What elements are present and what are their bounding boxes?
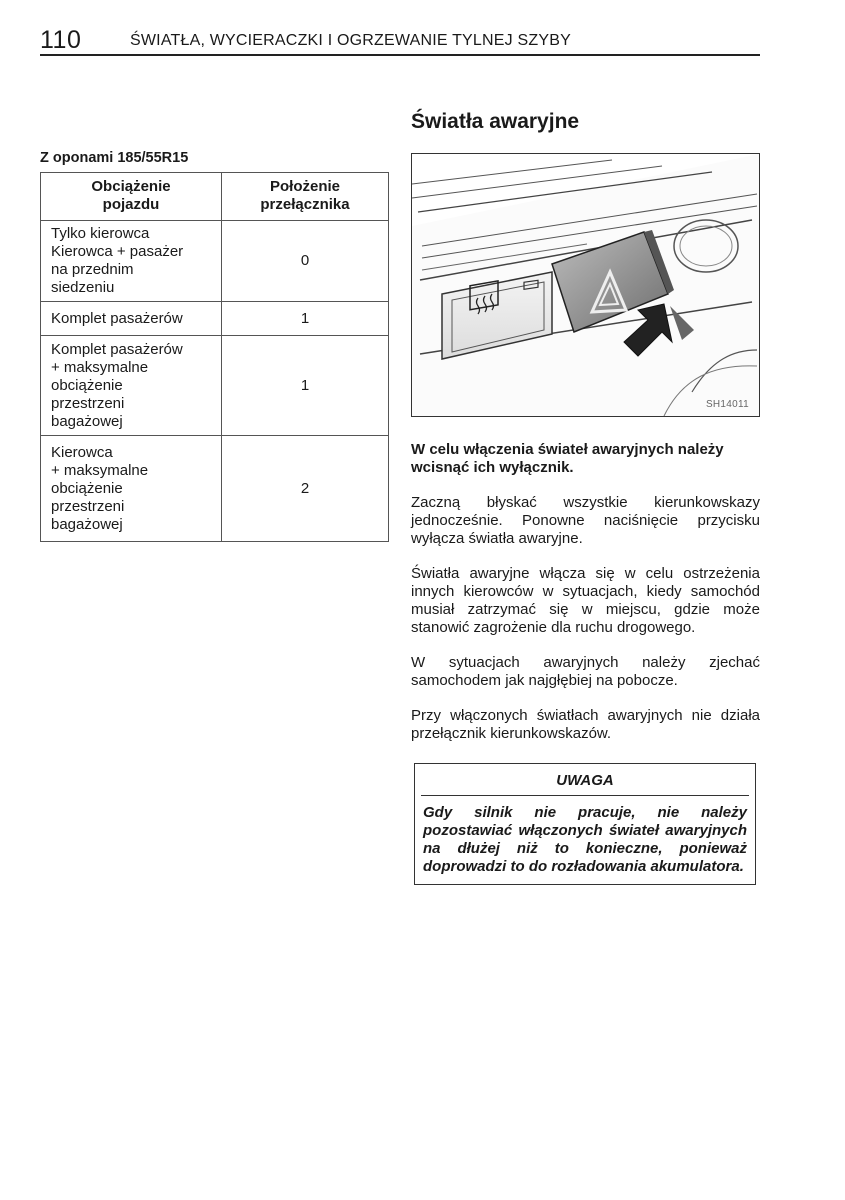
table-row [41, 336, 389, 436]
cell-load: Tylko kierowca Kierowca + pasażer na przednim siedzeniu [41, 221, 222, 302]
section-title: Światła awaryjne [411, 110, 580, 133]
table-caption: Z oponami 185/55R15 [40, 150, 189, 166]
table-header-row [41, 173, 389, 221]
column-header-load: Obciążenie pojazdu [41, 173, 222, 221]
warning-title: UWAGA [421, 764, 749, 796]
cell-position: 1 [222, 336, 389, 436]
cell-position: 2 [222, 436, 389, 542]
cell-load: Komplet pasażerów + maksymalne obciążenie przestrzeni bagażowej [41, 336, 222, 436]
left-column [40, 150, 389, 542]
hazard-switch-figure [411, 153, 760, 417]
table-row [41, 221, 389, 302]
paragraph: Przy włączonych światłach awaryjnych nie działa przełącznik kierunkowskazów. [411, 707, 760, 742]
table-row [41, 436, 389, 542]
hazard-switch-illustration-icon [412, 154, 759, 416]
page-number: 110 [40, 26, 82, 54]
figure-code: SH14011 [705, 399, 749, 410]
paragraph: W sytuacjach awaryjnych należy zjechać samochodem jak najgłębiej na pobocze. [411, 654, 760, 689]
cell-load: Komplet pasażerów [41, 302, 222, 336]
paragraph: Światła awaryjne włącza się w celu ostrzeżenia innych kierowców w sytuacjach, kiedy samochód musiał zatrzymać się w miejscu, gdzie może stanowić zagrożenie dla ruchu drogowego. [411, 565, 760, 636]
chapter-title: ŚWIATŁA, WYCIERACZKI I OGRZEWANIE TYLNEJ SZYBY [130, 32, 571, 49]
cell-position: 1 [222, 302, 389, 336]
warning-box [414, 763, 756, 885]
column-header-position: Położenie przełącznika [222, 173, 389, 221]
table-row [41, 302, 389, 336]
right-column [411, 110, 760, 885]
instruction-lead: W celu włączenia świateł awaryjnych należy wcisnąć ich wyłącznik. [411, 441, 724, 476]
warning-text: Gdy silnik nie pracuje, nie należy pozostawiać włączonych świateł awaryjnych na dłużej niż to konieczne, ponieważ doprowadzi to do rozładowania akumulatora. [423, 804, 747, 875]
load-switch-table [40, 172, 389, 542]
page-header [40, 28, 760, 56]
cell-position: 0 [222, 221, 389, 302]
cell-load: Kierowca + maksymalne obciążenie przestrzeni bagażowej [41, 436, 222, 542]
paragraph: Zaczną błyskać wszystkie kierunkowskazy jednocześnie. Ponowne naciśnięcie przycisku wyłącza światła awaryjne. [411, 494, 760, 547]
